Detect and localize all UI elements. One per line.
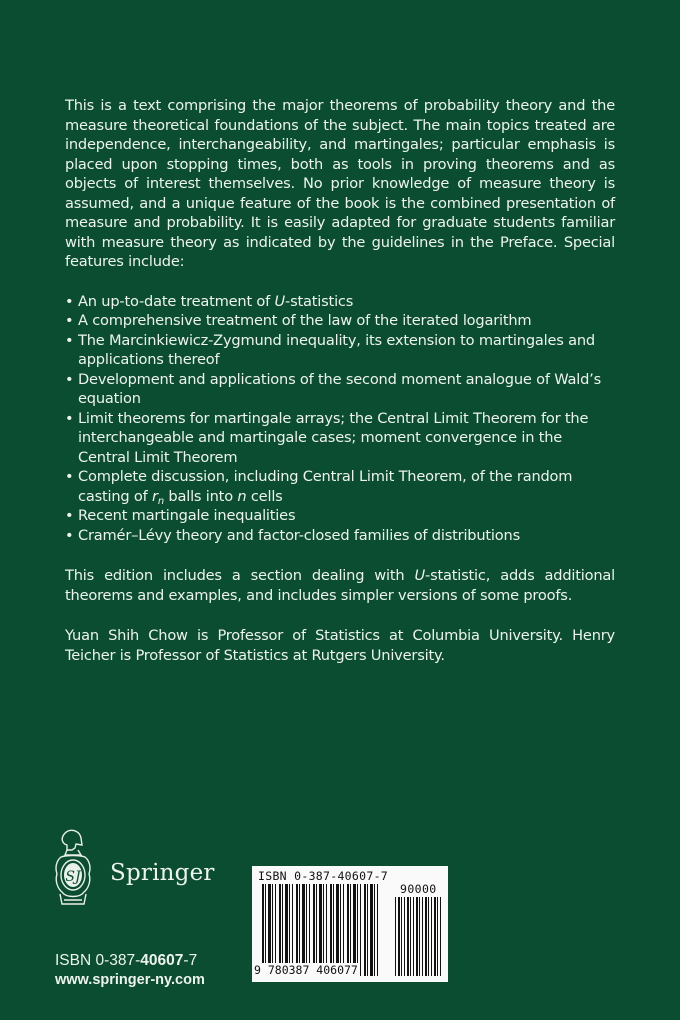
feature-item: • An up-to-date treatment of U-statistics bbox=[65, 292, 615, 312]
authors-paragraph: Yuan Shih Chow is Professor of Statistics at Columbia University. Henry Teicher is Professor of Statistics at Rutgers University. bbox=[65, 627, 615, 664]
publisher-name: Springer bbox=[110, 860, 215, 886]
svg-text:SJ: SJ bbox=[65, 869, 81, 885]
feature-item: • Development and applications of the second moment analogue of Wald’s equation bbox=[65, 370, 615, 409]
feature-item: • Recent martingale inequalities bbox=[65, 506, 615, 526]
back-cover-text bbox=[65, 96, 615, 665]
feature-item: • The Marcinkiewicz-Zygmund inequality, its extension to martingales and applications thereof bbox=[65, 331, 615, 370]
feature-item: • Cramér–Lévy theory and factor-closed families of distributions bbox=[65, 526, 615, 546]
barcode-isbn-label: ISBN 0-387-40607-7 bbox=[258, 869, 389, 883]
isbn-text: ISBN 0-387-40607-7 bbox=[55, 952, 198, 969]
isbn-barcode bbox=[252, 866, 448, 982]
feature-list bbox=[65, 292, 615, 546]
feature-item: • Complete discussion, including Central Limit Theorem, of the random casting of $r_n$ balls into n cells bbox=[65, 467, 615, 506]
feature-item: • Limit theorems for martingale arrays; the Central Limit Theorem for the interchangeable and martingale cases; moment convergence in the Central Limit Theorem bbox=[65, 409, 615, 468]
feature-item: • A comprehensive treatment of the law of the iterated logarithm bbox=[65, 311, 615, 331]
barcode-price-addon: 90000 bbox=[400, 882, 437, 896]
edition-note-paragraph: This edition includes a section dealing with U-statistic, adds additional theorems and examples, and includes simpler versions of some proofs. bbox=[65, 567, 615, 604]
publisher-website: www.springer-ny.com bbox=[55, 972, 205, 988]
barcode-addon-bars-icon bbox=[395, 897, 443, 976]
intro-paragraph: This is a text comprising the major theorems of probability theory and the measure theoretical foundations of the subject. The main topics treated are independence, interchangeability, and martingales; particular emphasis is placed upon stopping times, both as tools in proving theorems and as objects of interest themselves. No prior knowledge of measure theory is assumed, and a unique feature of the book is the combined presentation of measure and probability. It is easily adapted for graduate students familiar with measure theory as indicated by the guidelines in the Preface. Special features include: bbox=[65, 97, 615, 270]
barcode-ean-number: 9 780387 406077 bbox=[254, 963, 358, 977]
springer-knight-logo-icon bbox=[52, 828, 94, 913]
